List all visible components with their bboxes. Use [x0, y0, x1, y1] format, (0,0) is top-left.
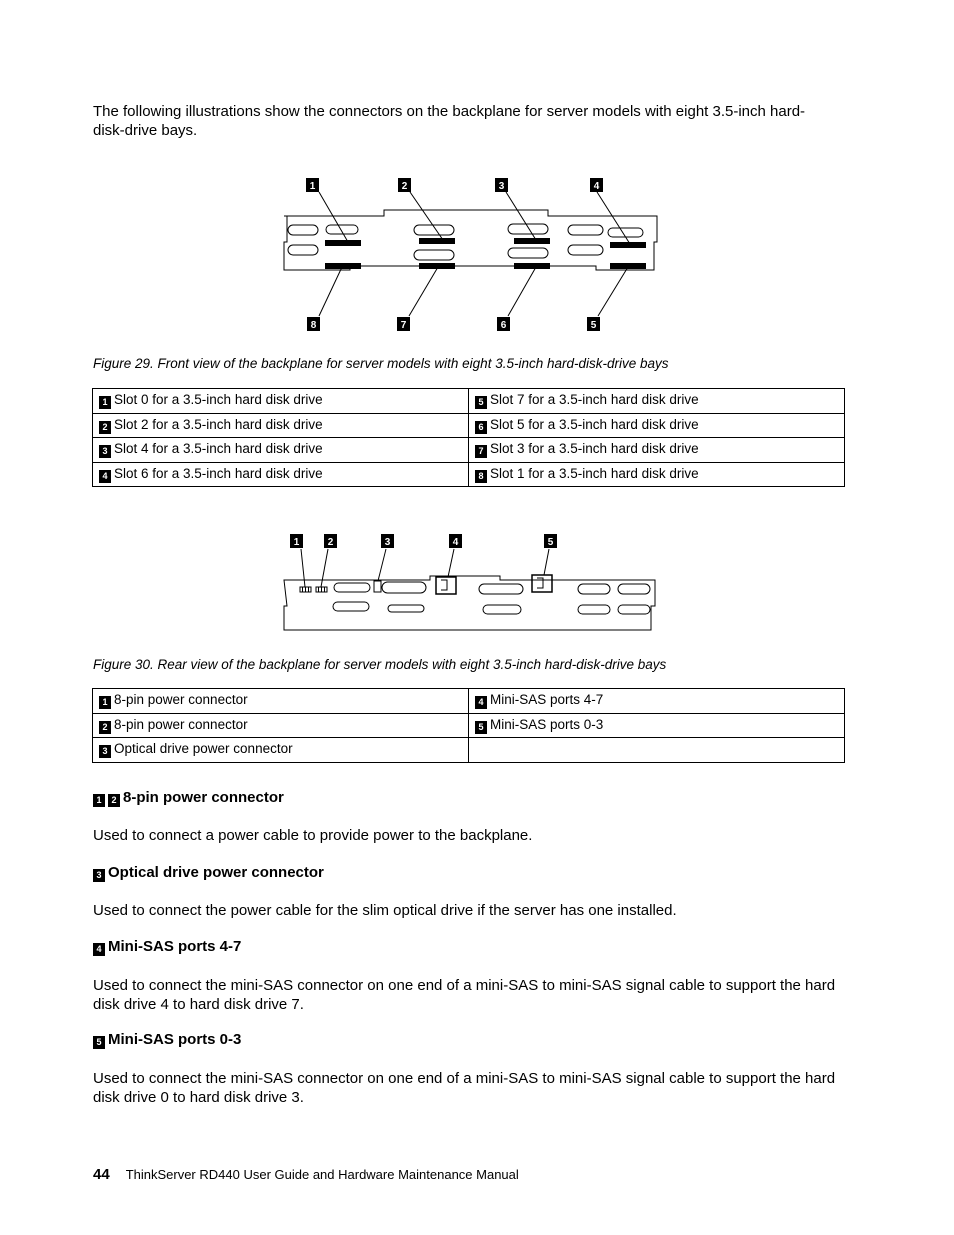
table-row — [93, 462, 845, 487]
svg-text:1: 1 — [309, 181, 316, 192]
rear-connectors-table — [92, 688, 845, 763]
figure-29-front-backplane — [278, 170, 668, 335]
manual-title: ThinkServer RD440 User Guide and Hardware Maintenance Manual — [125, 1167, 519, 1182]
table-cell: 5 Slot 7 for a 3.5-inch hard disk drive — [469, 389, 845, 414]
callout-badge: 4 — [475, 696, 487, 709]
svg-text:3: 3 — [498, 181, 505, 192]
figure-30-callout-2 — [324, 534, 337, 548]
figure-30-callout-5 — [544, 534, 557, 548]
figure-30-rear-backplane — [278, 528, 668, 638]
callout-badge: 1 — [93, 794, 105, 807]
svg-text:4: 4 — [452, 537, 459, 548]
table-cell: 4 Mini-SAS ports 4-7 — [469, 689, 845, 714]
section-body-mini-sas-0-3: Used to connect the mini-SAS connector on one end of a mini-SAS to mini-SAS signal cable to support the hard disk drive 0 to hard disk drive 3. — [93, 1070, 836, 1106]
figure-29-callout-4 — [590, 178, 603, 192]
figure-29-callout-7 — [397, 317, 410, 331]
figure-30-caption: Figure 30. Rear view of the backplane for server models with eight 3.5-inch hard-disk-drive bays — [93, 657, 667, 672]
callout-badge: 7 — [475, 445, 487, 458]
figure-30-callout-4 — [449, 534, 462, 548]
figure-29-callout-3 — [495, 178, 508, 192]
callout-badge: 3 — [99, 745, 111, 758]
callout-badge: 3 — [93, 869, 105, 882]
svg-text:4: 4 — [593, 181, 600, 192]
callout-badge: 4 — [93, 943, 105, 956]
section-body-optical-drive-power: Used to connect the power cable for the slim optical drive if the server has one installed. — [93, 902, 677, 919]
table-row — [93, 738, 845, 763]
page-number: 44 — [93, 1166, 110, 1183]
callout-badge: 1 — [99, 396, 111, 409]
table-cell: 1 Slot 0 for a 3.5-inch hard disk drive — [93, 389, 469, 414]
callout-badge: 2 — [99, 721, 111, 734]
table-row — [93, 438, 845, 463]
svg-text:5: 5 — [590, 320, 597, 331]
section-heading-optical-drive-power: 3 Optical drive power connector — [93, 864, 324, 882]
table-cell: 5 Mini-SAS ports 0-3 — [469, 713, 845, 738]
table-row — [93, 389, 845, 414]
svg-text:7: 7 — [400, 320, 407, 331]
callout-badge: 5 — [475, 721, 487, 734]
svg-text:2: 2 — [401, 181, 408, 192]
svg-text:8: 8 — [310, 320, 317, 331]
figure-30-callout-1 — [290, 534, 303, 548]
table-row — [93, 713, 845, 738]
table-row — [93, 413, 845, 438]
svg-text:3: 3 — [384, 537, 391, 548]
table-cell — [469, 738, 845, 763]
table-cell: 3 Optical drive power connector — [93, 738, 469, 763]
callout-badge: 2 — [108, 794, 120, 807]
callout-badge: 3 — [99, 445, 111, 458]
callout-badge: 1 — [99, 696, 111, 709]
section-heading-mini-sas-4-7: 4 Mini-SAS ports 4-7 — [93, 938, 241, 956]
table-cell: 2 8-pin power connector — [93, 713, 469, 738]
section-body-mini-sas-4-7: Used to connect the mini-SAS connector on one end of a mini-SAS to mini-SAS signal cable to support the hard disk drive 4 to hard disk drive 7. — [93, 977, 836, 1013]
callout-badge: 5 — [475, 396, 487, 409]
table-cell: 2 Slot 2 for a 3.5-inch hard disk drive — [93, 413, 469, 438]
svg-text:5: 5 — [547, 537, 554, 548]
callout-badge: 4 — [99, 470, 111, 483]
section-heading-mini-sas-0-3: 5 Mini-SAS ports 0-3 — [93, 1031, 241, 1049]
figure-30-callout-3 — [381, 534, 394, 548]
callout-badge: 6 — [475, 421, 487, 434]
page-footer — [93, 1166, 519, 1183]
callout-badge: 8 — [475, 470, 487, 483]
table-cell: 7 Slot 3 for a 3.5-inch hard disk drive — [469, 438, 845, 463]
table-cell: 8 Slot 1 for a 3.5-inch hard disk drive — [469, 462, 845, 487]
figure-29-callout-5 — [587, 317, 600, 331]
section-heading-8-pin-power: 1 2 8-pin power connector — [93, 789, 284, 807]
section-body-8-pin-power: Used to connect a power cable to provide power to the backplane. — [93, 827, 533, 844]
figure-29-callout-2 — [398, 178, 411, 192]
svg-text:6: 6 — [500, 320, 507, 331]
figure-29-callout-8 — [307, 317, 320, 331]
callout-badge: 5 — [93, 1036, 105, 1049]
figure-29-callout-6 — [497, 317, 510, 331]
svg-text:1: 1 — [293, 537, 300, 548]
drive-slot-connectors — [325, 238, 646, 269]
table-cell: 4 Slot 6 for a 3.5-inch hard disk drive — [93, 462, 469, 487]
table-row — [93, 689, 845, 714]
svg-text:2: 2 — [327, 537, 334, 548]
callout-badge: 2 — [99, 421, 111, 434]
figure-29-caption: Figure 29. Front view of the backplane for server models with eight 3.5-inch hard-disk-drive bays — [93, 356, 669, 371]
table-cell: 3 Slot 4 for a 3.5-inch hard disk drive — [93, 438, 469, 463]
figure-29-callout-1 — [306, 178, 319, 192]
front-connectors-table — [92, 388, 845, 487]
intro-paragraph: The following illustrations show the connectors on the backplane for server models with eight 3.5-inch hard-disk-drive bays. — [93, 103, 806, 139]
table-cell: 6 Slot 5 for a 3.5-inch hard disk drive — [469, 413, 845, 438]
table-cell: 1 8-pin power connector — [93, 689, 469, 714]
